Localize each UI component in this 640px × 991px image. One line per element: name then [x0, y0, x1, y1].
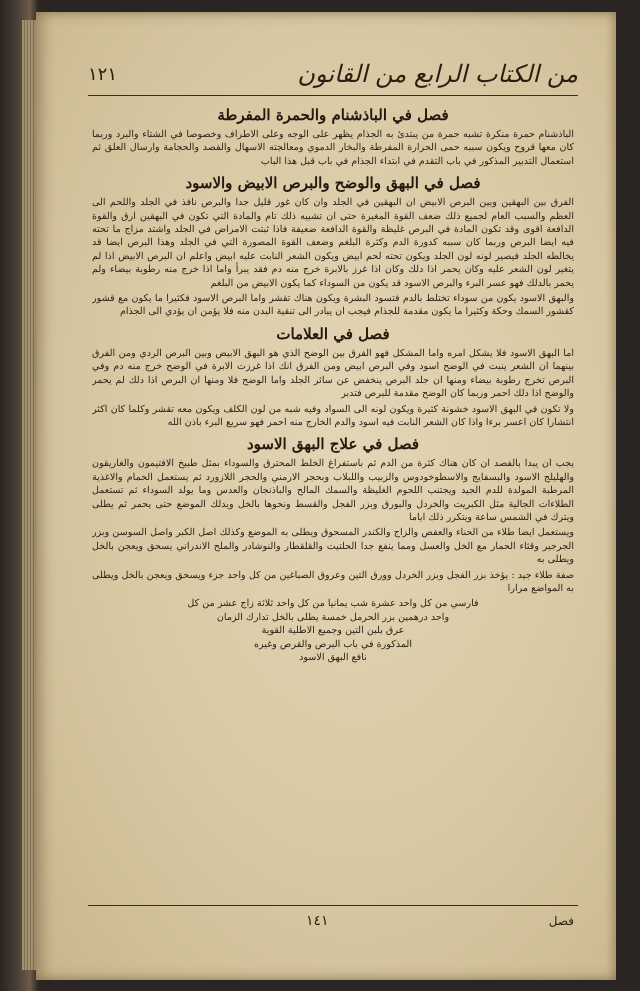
paragraph: يجب ان يبدا بالفصد ان كان هناك كثرة من الدم ثم باستفراغ الخلط المحترق والسوداء بمثل طبيخ الافتيمون والغاريقون والهليلج الاسود والبسفايج والاسطوخودوس والزبيب واللبلاب وبحجر الارمني والحجر اللازورد ثم يستعمل الحمام والاغذية المرطبة المولدة للدم الجيد ويجتنب اللحوم الغليظة والسمك المالح والباذنجان والعدس وما يولد السوداء ثم تستعمل الطلاءات الجالية مثل الكبريت والخردل والبورق وبزر الفجل والقسط ونحوها بالخل ويدلك الموضع حتى يحمر ثم يطلى ويترك في الشمس ساعة ويتكرر ذلك اياما — [92, 458, 574, 523]
page-body — [92, 100, 574, 900]
page-number-top: ١٢١ — [88, 63, 118, 85]
section-badhshanam — [92, 104, 574, 168]
paragraph: الباذشنام حمرة منكرة تشبه حمرة من يبتدئ به الجذام يظهر على الوجه وعلى الاطراف وخصوصا في الشتاء والبرد وربما كان معها قروح ويكون سببه حمى الحرارة المفرطة والبخار الدموي ومعالجته الاسهال والفصد والحجامة وارسال العلق ثم استعمال التدبير المذكور في باب التقدم في ابتداء الجذام في باب قبل هذا الباب — [92, 129, 574, 167]
section-title: فصل في العلامات — [276, 324, 390, 343]
paragraph: ويستعمل ايضا طلاء من الحناء والعفص والزاج والكندر المسحوق ويطلى به الموضع وكذلك اصل الكبر واصل السوسن وبزر الجرجير وقثاء الحمار مع الخل والعسل ومما ينفع جدا الحلتيت والقلقطار والنوشادر والملح الاندراني يسحق ويعجن بالخل ويطلى به — [92, 527, 574, 566]
section-treatment-black-bahaq — [92, 433, 574, 664]
section-title: فصل في علاج البهق الاسود — [246, 435, 420, 454]
paragraph: الفرق بين البهقين وبين البرص الابيض ان البهقين في الجلد وان كان غور قليل جدا والبرص نافذ في الجلد واللحم الى العظم والسبب العام لجميع ذلك ضعف القوة المغيرة حتى ان تشبيه ذلك تام والمادة التي تكون في البهقين ارق والقوة الدافعة اقوى وقد تكون المادة في البرص غليظة والقوة الدافعة ضعيفة فاذا ثبتت الامراض في الجلد واشتد مزاج ما تحته فيه ايضا البرص وربما كان سببه كدورة الدم وكثرة البلغم وضعف القوة المصورة التي في الجلد وهذا البرص ايضا قد يخالطه الجلد فيصير لونه لون الجلد ويكون تحته لحم ابيض ويكون الشعر النابت عليه ابيض واعلم ان البرص الابيض اذا لم يتغير لون الشعر عليه وكان يحمر اذا دلك وكان اذا غرز بالابرة خرج منه دم فقد يبرأ واما اذا خرج منه رطوبة بيضاء ولم يحمر بالدلك فهو عسر البرء والبرص الاسود قد يكون من السوداء كما يكون الابيض من البلغم — [92, 197, 574, 289]
paragraph: اما البهق الاسود فلا يشكل امره واما المشكل فهو الفرق بين الوضح الذي هو البهق الابيض وبين البرص الردي ومن الفرق بينهما ان الشعر ينبت في الوضح اسود وفي البرص ابيض ومن الفرق انك اذا غرزت الابرة في الوضح خرج منه دم وفي البرص تخرج رطوبة بيضاء ومنها ان جلد البرص ينخفض عن سائر الجلد واما الوضح فلا ومنها ان البرص اذا دلك لم يحمر والوضح اذا دلك احمر وربما كان الوضح مقدمة للبرص فتدبر — [92, 347, 574, 400]
footer-rule — [88, 905, 578, 906]
closing-line: فارسي من كل واحد عشرة شب يمانيا من كل واحد ثلاثة زاج عشر من كل — [187, 598, 479, 610]
closing-line: المذكورة في باب البرص والقرص وغيره — [253, 638, 413, 650]
section-bahaq-wadah-baras — [92, 172, 574, 319]
closing-line: نافع البهق الاسود — [299, 652, 367, 663]
closing-line: عرق بلبن التين وجميع الاطلية القوية — [261, 625, 405, 637]
running-title: من الكتاب الرابع من القانون — [297, 60, 578, 88]
page-footer — [92, 910, 574, 932]
closing-line: واحد درهمين بزر الحرمل خمسة يطلى بالخل تدارك الزمان — [216, 611, 450, 623]
section-signs — [92, 323, 574, 429]
paragraph: صفة طلاء جيد : يؤخذ بزر الفجل وبزر الخردل وورق التين وعروق الصباغين من كل واحد جزء ويسحق ويعجن بالخل ويطلى به المواضع مرارا — [92, 569, 574, 594]
running-header — [88, 56, 578, 92]
section-title: فصل في البهق والوضح والبرص الابيض والاسود — [185, 174, 481, 193]
paragraph: ولا تكون في البهق الاسود خشونة كثيرة ويكون لونه الى السواد وفيه شبه من لون الكلف ويكون معه تقشر وكلما كان اكثر انتشارا كان اعسر برءا واذا كان الشعر النابت فيه اسود والدم الخارج منه احمر فهو سريع البرء باذن الله — [92, 403, 574, 428]
page-number-bottom: ١٤١ — [306, 913, 329, 929]
paragraph: والبهق الاسود يكون من سوداء تختلط بالدم فتسود البشرة ويكون هناك تقشر واما البرص الاسود فكثيرا ما يكون مع قشور كقشور السمك وحكة وكثيرا ما يكون مقدمة للجذام فيجب ان يبادر الى تنقية البدن منه فلا يؤمن ان يؤدي الى الجذام — [92, 293, 574, 318]
header-rule — [88, 95, 578, 96]
catchword: فصل — [548, 914, 574, 928]
section-title: فصل في الباذشنام والحمرة المفرطة — [217, 106, 449, 124]
